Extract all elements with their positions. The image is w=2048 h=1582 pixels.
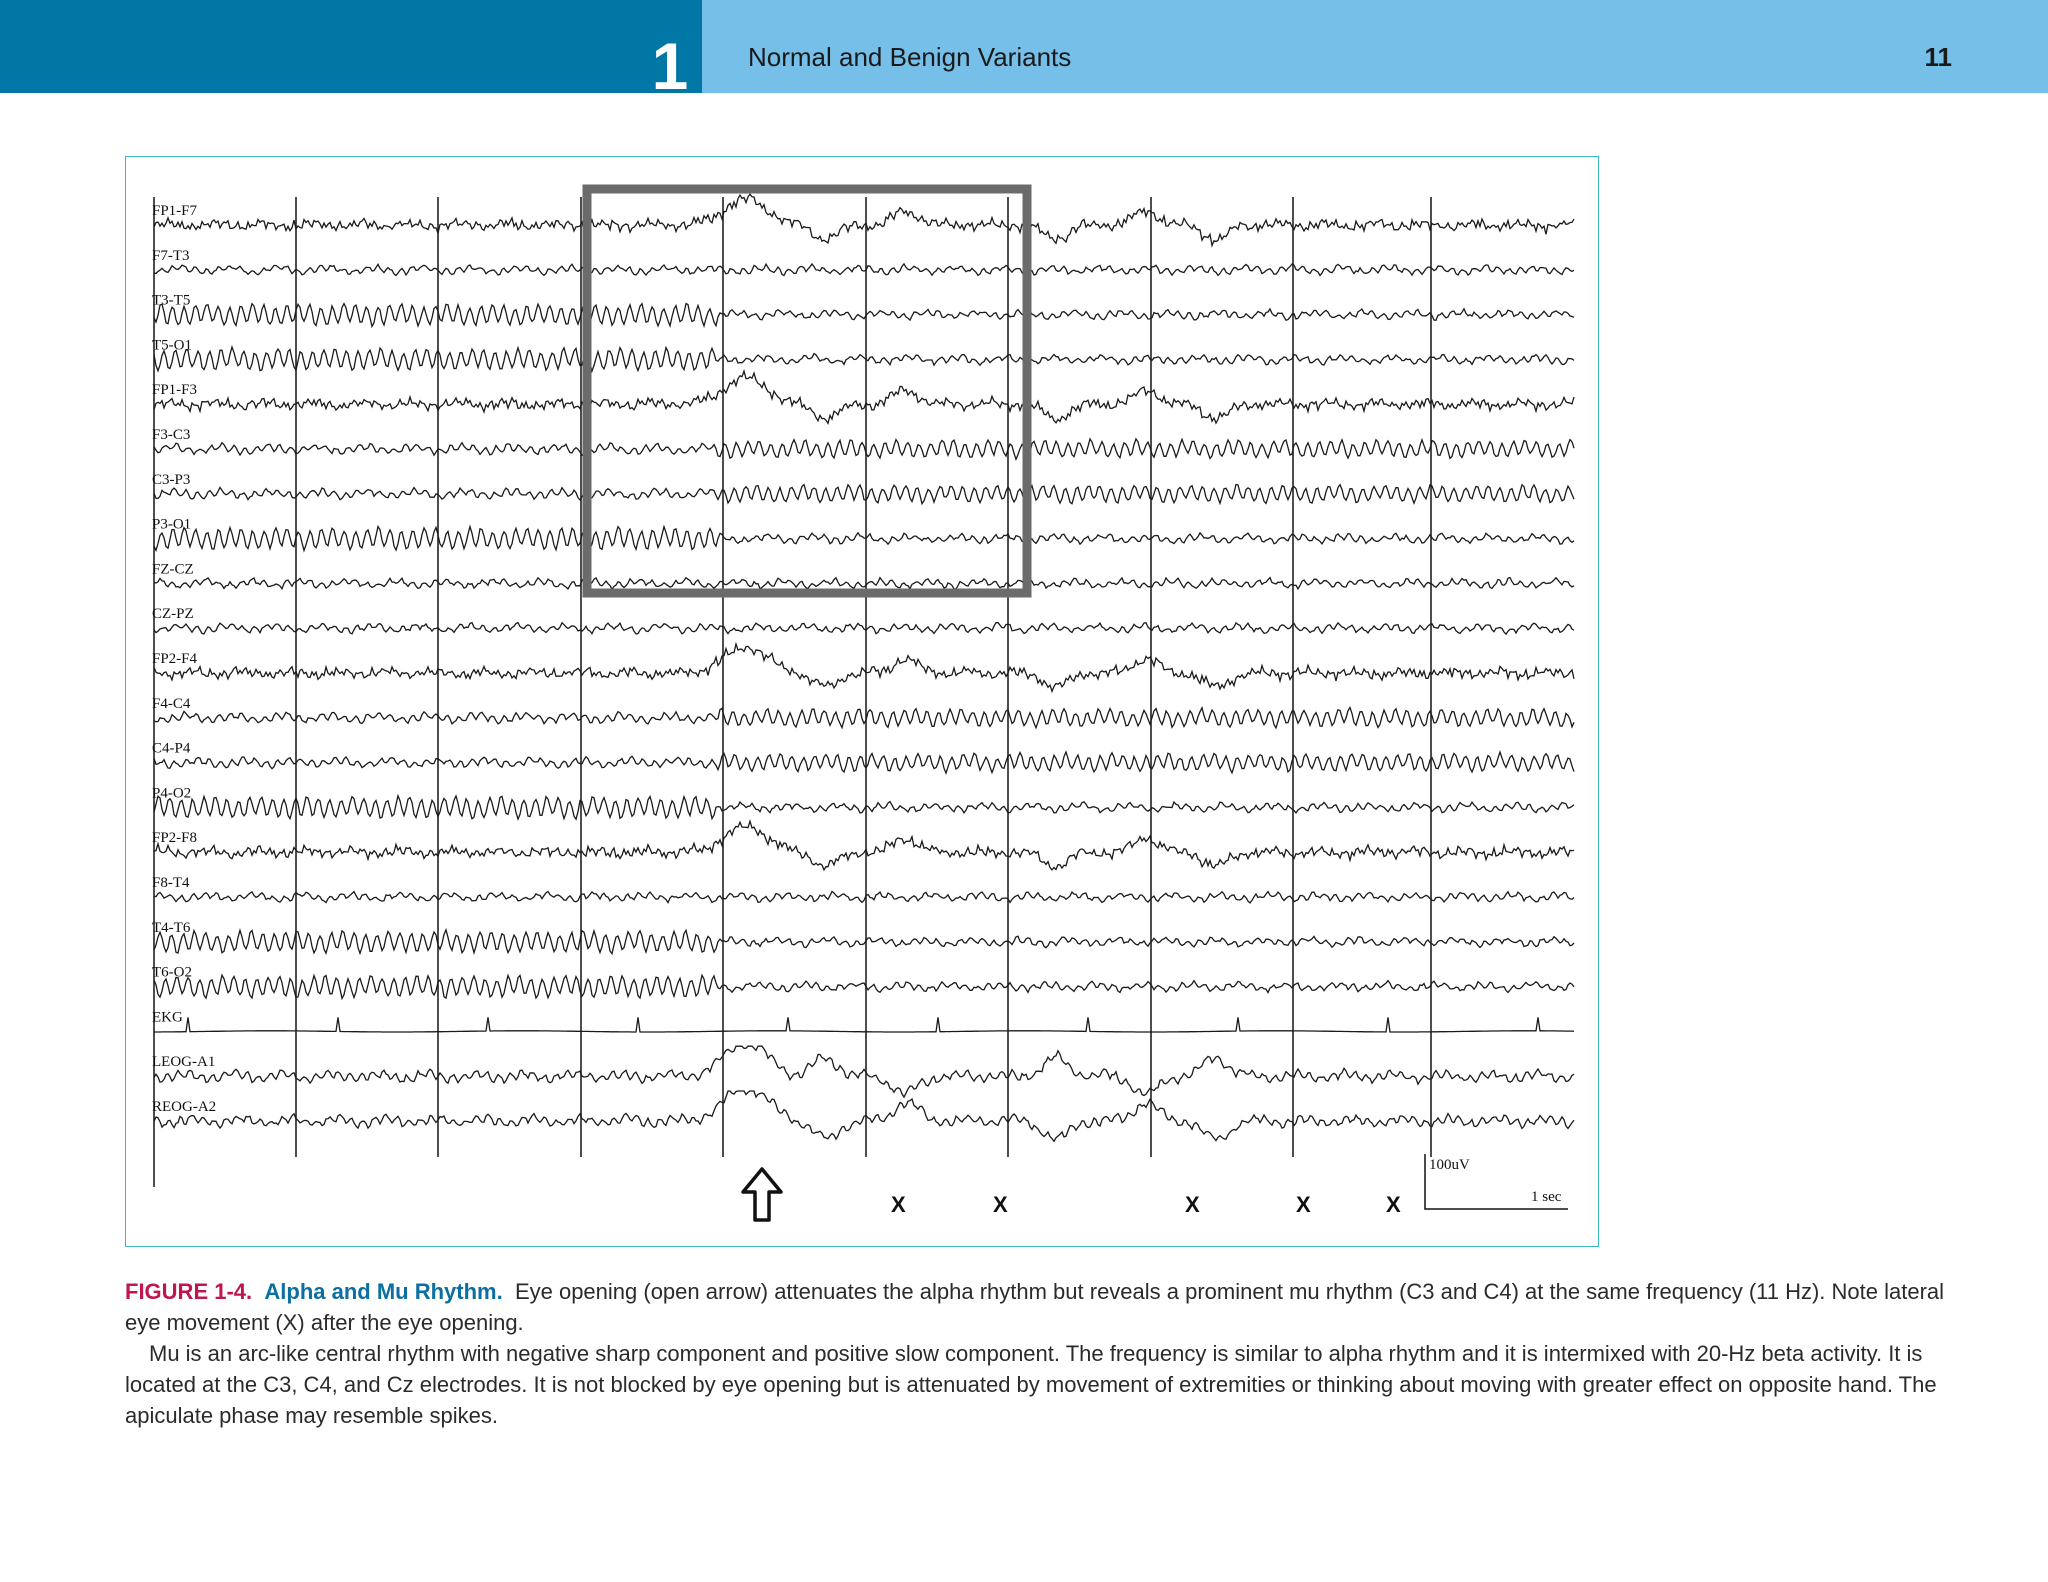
eeg-trace-p3-o1 [154, 527, 1574, 551]
second-gridlines [154, 197, 1431, 1187]
eeg-trace-p4-o2 [154, 796, 1574, 819]
channel-label: T3-T5 [152, 292, 191, 309]
scale-time-label: 1 sec [1531, 1189, 1562, 1205]
eeg-trace-t4-t6 [154, 930, 1574, 954]
eeg-trace-cz-pz [154, 623, 1574, 635]
caption-text-1: Eye opening (open arrow) attenuates the alpha rhythm but reveals a prominent mu rhythm (C3 and C4) at the same frequency (11 Hz). Note lateral eye movement (X) after the eye opening. [125, 1279, 1945, 1335]
eye-movement-markers [891, 1192, 1401, 1217]
caption-paragraph-2: Mu is an arc-like central rhythm with negative sharp component and positive slow component. The frequency is similar to alpha rhythm and it is intermixed with 20-Hz beta activity. It is located at the C3, C4, and Cz electrodes. It is not blocked by eye opening but is attenuated by movement of extremities or thinking about moving with greater effect on opposite hand. The apiculate phase may resemble spikes. [125, 1341, 1937, 1428]
figure-number: FIGURE 1-4. [125, 1279, 253, 1304]
channel-label: FZ-CZ [152, 561, 194, 578]
eeg-tracing [126, 157, 1598, 1246]
channel-label: F8-T4 [152, 875, 190, 891]
channel-label: T6-O2 [152, 964, 192, 981]
eeg-trace-fp1-f3 [154, 371, 1574, 423]
eye-movement-marker: X [1296, 1192, 1311, 1217]
highlight-box [587, 189, 1027, 593]
caption-paragraph-1 [125, 1276, 1955, 1338]
channel-label: REOG-A2 [152, 1099, 217, 1115]
page-number: 11 [1924, 42, 1952, 72]
eeg-trace-leog-a1 [154, 1046, 1574, 1097]
channel-label: P4-O2 [152, 785, 192, 802]
calibration-scale [1425, 1154, 1568, 1209]
channel-label: F7-T3 [152, 247, 190, 264]
channel-label: F4-C4 [152, 695, 191, 712]
eeg-trace-c3-p3 [154, 485, 1574, 504]
eeg-trace-fp2-f8 [154, 821, 1574, 870]
eye-movement-marker: X [1386, 1192, 1401, 1217]
eeg-trace-fz-cz [154, 578, 1574, 590]
eeg-trace-t3-t5 [154, 303, 1574, 327]
eeg-trace-c4-p4 [154, 752, 1574, 773]
eeg-trace-reog-a2 [154, 1091, 1574, 1141]
figure-frame [125, 156, 1599, 1247]
channel-label: T5-O1 [152, 337, 192, 354]
eeg-trace-t5-o1 [154, 347, 1574, 371]
channel-label: C3-P3 [152, 471, 191, 488]
channel-label: P3-O1 [152, 516, 192, 533]
channel-label: CZ-PZ [152, 606, 194, 623]
eeg-trace-f7-t3 [154, 264, 1574, 276]
channel-label: F3-C3 [152, 427, 191, 443]
eeg-trace-fp1-f7 [154, 194, 1574, 245]
eye-movement-marker: X [1185, 1192, 1200, 1217]
channel-label: FP2-F8 [152, 830, 198, 847]
header-band-dark [0, 0, 702, 93]
eeg-trace-f4-c4 [154, 708, 1574, 728]
eye-movement-marker: X [891, 1192, 906, 1217]
chapter-title: Normal and Benign Variants [748, 42, 1072, 72]
eeg-trace-f8-t4 [154, 892, 1574, 903]
channel-label: C4-P4 [152, 740, 191, 757]
channel-labels [152, 203, 216, 1115]
channel-label: EKG [152, 1009, 183, 1026]
eeg-traces [154, 194, 1574, 1141]
eye-movement-marker: X [993, 1192, 1008, 1217]
channel-label: LEOG-A1 [152, 1054, 216, 1071]
channel-label: FP2-F4 [152, 651, 198, 667]
channel-label: FP1-F3 [152, 382, 198, 399]
eye-opening-arrow-icon [743, 1169, 781, 1220]
eeg-trace-fp2-f4 [154, 644, 1574, 691]
figure-caption [125, 1276, 1955, 1431]
figure-title: Alpha and Mu Rhythm. [264, 1279, 503, 1304]
channel-label: T4-T6 [152, 919, 191, 936]
eeg-trace-ekg [154, 1017, 1574, 1032]
chapter-number: 1 [651, 29, 689, 103]
eeg-trace-f3-c3 [154, 439, 1574, 459]
scale-voltage-label: 100uV [1429, 1157, 1470, 1173]
channel-label: FP1-F7 [152, 203, 198, 219]
eeg-trace-t6-o2 [154, 975, 1574, 998]
